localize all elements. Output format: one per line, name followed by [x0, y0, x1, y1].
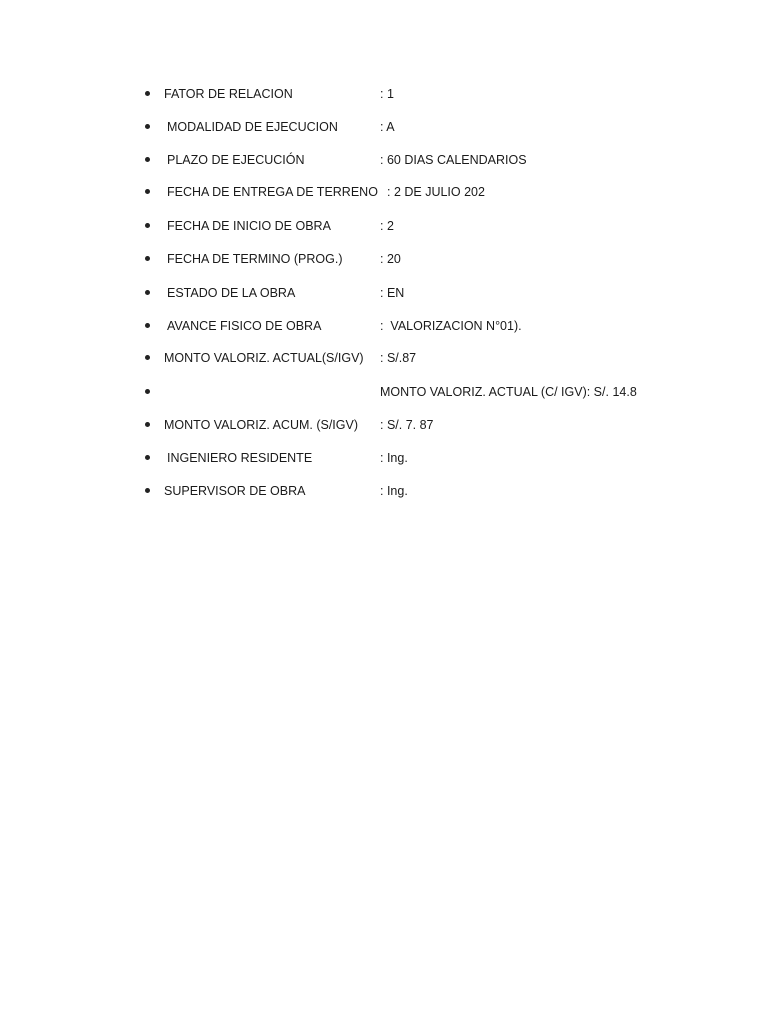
bullet-icon [145, 290, 150, 295]
bullet-icon [145, 157, 150, 162]
list-item-plazo [145, 150, 705, 170]
item-value: : EN [380, 286, 405, 300]
item-label: FECHA DE INICIO DE OBRA [167, 219, 331, 233]
list-item-modalidad [145, 117, 705, 137]
bullet-icon [145, 124, 150, 129]
list-item-fator-relacion [145, 84, 705, 104]
item-value: : 2 [380, 219, 394, 233]
bullet-icon [145, 389, 150, 394]
item-label: SUPERVISOR DE OBRA [164, 484, 306, 498]
item-value: : Ing. [380, 451, 408, 465]
item-value: : A [380, 120, 395, 134]
item-label: FECHA DE ENTREGA DE TERRENO [167, 185, 378, 199]
bullet-icon [145, 323, 150, 328]
list-item-avance [145, 316, 705, 336]
list-item-monto-actual-igv [145, 382, 705, 402]
item-label: FECHA DE TERMINO (PROG.) [167, 252, 343, 266]
item-value: : 60 DIAS CALENDARIOS [380, 153, 527, 167]
bullet-icon [145, 223, 150, 228]
item-label: MODALIDAD DE EJECUCION [167, 120, 338, 134]
item-value: : 20 [380, 252, 401, 266]
item-label: FATOR DE RELACION [164, 87, 293, 101]
item-value: : S/.87 [380, 351, 417, 365]
list-item-monto-acum [145, 415, 705, 435]
bullet-icon [145, 488, 150, 493]
list-item-fecha-termino [145, 249, 705, 269]
list-item-fecha-entrega [145, 182, 705, 202]
list-item-estado [145, 283, 705, 303]
list-item-supervisor [145, 481, 705, 501]
item-label: AVANCE FISICO DE OBRA [167, 319, 322, 333]
list-item-monto-actual [145, 348, 705, 368]
bullet-icon [145, 355, 150, 360]
bullet-icon [145, 422, 150, 427]
bullet-icon [145, 189, 150, 194]
bullet-icon [145, 256, 150, 261]
item-label: PLAZO DE EJECUCIÓN [167, 153, 305, 167]
bullet-icon [145, 455, 150, 460]
item-value: : Ing. [380, 484, 408, 498]
item-value: : VALORIZACION N°01). [380, 319, 522, 333]
list-item-fecha-inicio [145, 216, 705, 236]
item-value: : 2 DE JULIO 202 [387, 185, 485, 199]
item-label: MONTO VALORIZ. ACUM. (S/IGV) [164, 418, 359, 432]
item-value: : 1 [380, 87, 394, 101]
item-value: : S/. 7. 87 [380, 418, 434, 432]
item-label: ESTADO DE LA OBRA [167, 286, 296, 300]
list-item-ingeniero [145, 448, 705, 468]
bullet-icon [145, 91, 150, 96]
item-label: MONTO VALORIZ. ACTUAL(S/IGV) [164, 351, 364, 365]
item-label: INGENIERO RESIDENTE [167, 451, 313, 465]
item-value: MONTO VALORIZ. ACTUAL (C/ IGV): S/. 14.8 [380, 385, 637, 399]
